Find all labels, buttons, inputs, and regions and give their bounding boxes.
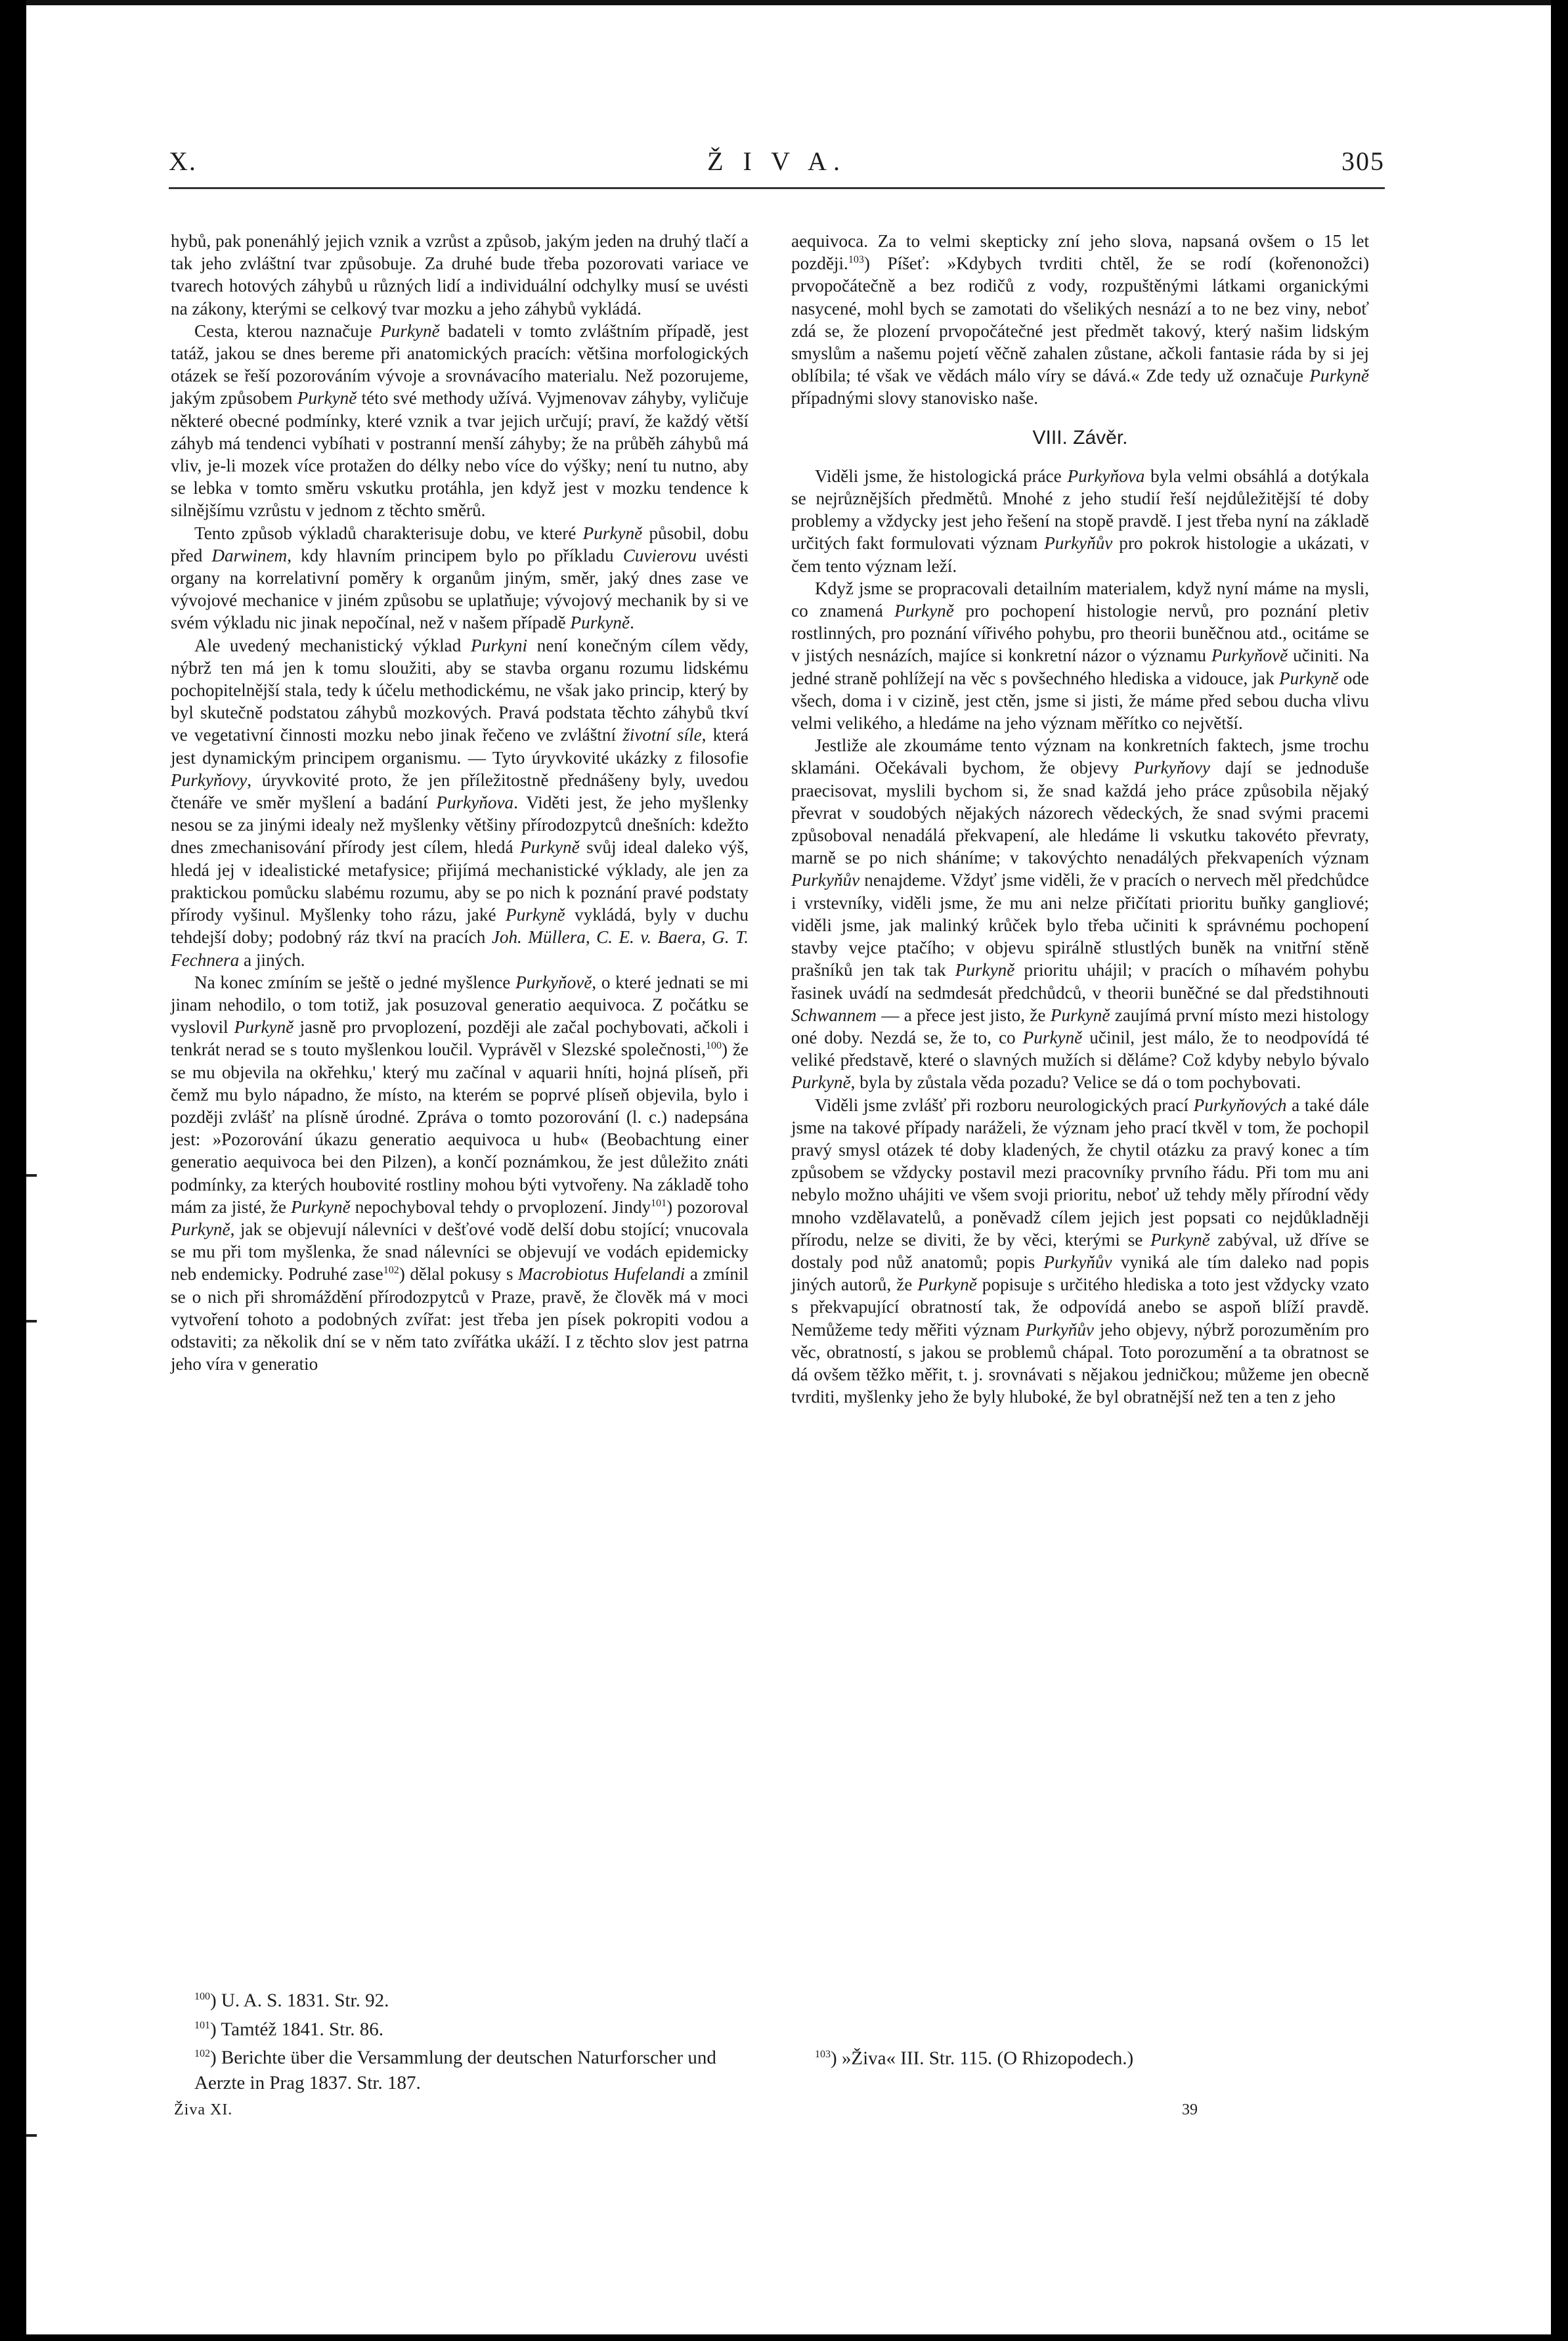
margin-mark xyxy=(26,2134,37,2137)
footnote: $^{101}$) Tamtéž 1841. Str. 86. xyxy=(194,2019,384,2040)
scan-bottom-edge xyxy=(0,2334,1568,2341)
scan-left-edge xyxy=(0,0,26,2341)
section-heading: VIII. Závěr. xyxy=(1032,426,1128,449)
paragraph: Ale uvedený mechanistický výklad Purkyni není konečným cílem vědy, nýbrž ten má jen k tomu sloužiti, aby se stavba organu rozumu lidskému pochopitelnější stala, tedy k účelu methodickému, ne však jako princip, který by byl skutečně podstatou záhybů mozkových. Pravá podstata těchto záhybů tkví ve vegetativní činnosti mozku nebo jinak řečeno ve zvláštní životní síle, která jest dynamickým principem organismu. — Tyto úryvkovité ukázky z filosofie Purkyňovy, úryvkovité proto, že jen příležitostně přednášeny byly, uvedou čtenáře ve směr myšlení a badání Purkyňova. Viděti jest, že jeho myšlenky nesou se za jinými idealy než myšlenky většiny přírodozpytců dnešních: kdežto dnes zmechanisování přírody jest cílem, hledá Purkyně svůj ideal daleko výš, hledá jej v idealistické metafysice; přijímá mechanistické výklady, ale jen za praktickou pomůcku slabému rozumu, aby se po nich k poznání pravé podstaty přírody vyšinul. Myšlenky toho rázu, jaké Purkyně vykládá, byly v duchu tehdejší doby; podobný ráz tkví na pracích Joh. Müllera, C. E. v. Baera, G. T. Fechnera a jiných. xyxy=(171,635,749,970)
signature-mark: Živa XI. xyxy=(174,2101,233,2118)
journal-page xyxy=(135,131,1385,2259)
paragraph: hybů, pak ponenáhlý jejich vznik a vzrůst a způsob, jakým jeden na druhý tlačí a tak jeho zvláštní tvar způsobuje. Za druhé bude třeba pozorovati variace ve tvarech hotových záhybů u různých lidí a individuální odchylky musí se uvésti na zákony, kterými se celkový tvar mozku a jeho záhybů vykládá. xyxy=(171,231,749,318)
paragraph: Na konec zmíním se ještě o jedné myšlence Purkyňově, o které jednati se mi jinam nehodilo, o tom totiž, jak posuzoval generatio aequivoca. Z počátku se vyslovil Purkyně jasně pro prvoplození, později ale začal pochybovati, ačkoli i tenkrát nerad se s touto myšlenkou loučil. Vyprávěl v Slezské společnosti,$^{100}$) že se mu objevila na okřehku,' který mu začínal v aquarii hníti, hojná plíseň, při čemž mu bylo nápadno, že místo, na kterém se poprvé plíseň objevila, bylo i později zvlášť na plísně úrodné. Zpráva o tomto pozorování (l. c.) nadepsána jest: »Pozorování úkazu generatio aequivoca u hub« (Beobachtung einer generatio aequivoca bei den Pilzen), a končí poznámkou, že jest důležito znáti podmínky, za kterých houbovité rostliny mohou býti vytvořeny. Na základě toho mám za jisté, že Purkyně nepochyboval tehdy o prvoplození. Jindy$^{101}$) pozoroval Purkyně, jak se objevují nálevníci v dešťové vodě delší dobu stojící; vnucovala se mu při tom myšlenka, že snad nálevníci se objevují ve vodách epidemicky neb endemicky. Podruhé zase$^{102}$) dělal pokusy s Macrobiotus Hufelandi a zmínil se o nich při shromáždění přírodozpytců v Praze, pravě, že člověk má v moci vytvoření tohoto a podobných zvířat: jest třeba jen písek pokropiti vodou a odstaviti; za několik dní se v něm tato zvířátka ukáží. I z těchto slov jest patrna jeho víra v generatio xyxy=(171,972,749,1374)
scan-top-edge xyxy=(0,0,1568,5)
page-number: 305 xyxy=(1341,146,1385,176)
paragraph: Jestliže ale zkoumáme tento význam na konkretních faktech, jsme trochu sklamáni. Očekávali bychom, že objevy Purkyňovy dají se jednoduše praecisovat, myslili bychom si, že snad každá jeho práce způsobila nějaký převrat v soudobých nějakých názorech vědeckých, že snad svými pracemi způsoboval nenadálá překvapení, ale hledáme li vskutku takovéto převraty, marně se po nich sháníme; v takovýchto nenadálých překvapeních význam Purkyňův nenajdeme. Vždyť jsme viděli, že v pracích o nervech měl předchůdce i vrstevníky, viděli jsme, že mu ani nelze přičítati prioritu buňky gangliové; viděli jsme, jak malinký krůček bylo třeba učiniti k správnému pochopení stavby vejce ptačího; v objevu spirálně stlustlých buněk na vnitřní stěně prašníků jen tak tak Purkyně prioritu uhájil; v pracích o míhavém pohybu řasinek uvádí na sedmdesát předchůdců, v theorii buněčné se dal předstihnouti Schwannem — a přece jest jisto, že Purkyně zaujímá první místo mezi histology oné doby. Nezdá se, že to, co Purkyně učinil, jest málo, že to neodpovídá té veliké představě, které o slavných mužích si děláme? Což kdyby nebylo bývalo Purkyně, byla by zůstala věda pozadu? Velice se dá o tom pochybovati. xyxy=(791,735,1369,1093)
paragraph: Cesta, kterou naznačuje Purkyně badateli v tomto zvláštním případě, jest tatáž, jakou se dnes bereme při anatomických pracích: většina morfologických otázek se řeší pozorováním vývoje a srovnávacího materialu. Než pozorujeme, jakým způsobem Purkyně této své methody užívá. Vyjmenovav záhyby, vyličuje některé obecné podmínky, které vznik a tvar jejich určují; praví, že každý větší záhyb má tendenci vybíhati v postranní menší záhyby; že na průběh záhybů má vliv, je-li mozek více protažen do délky nebo více do výšky; není tu nutno, aby se lebka v tomto směru vskutku protáhla, jen když jest v mozku tendence k silnějšímu vzrůstu v jednom z těchto směrů. xyxy=(171,320,749,521)
footnote: $^{102}$) Berichte über die Versammlung der deutschen Naturforscher und Aerzte in Prag 1837. Str. 187. xyxy=(194,2047,716,2093)
footnotes-right xyxy=(791,2042,1369,2071)
right-column xyxy=(791,230,1369,1408)
right-column-body xyxy=(791,465,1369,1409)
paragraph: Když jsme se propracovali detailním materialem, když nyní máme na mysli, co znamená Purkyně pro pochopení histologie nervů, pro poznání pletiv rostlinných, pro poznání vířivého pohybu, pro theorii buněčnou atd., ocitáme se v jistých nesnázích, majíce si konkretní názor o významu Purkyňově učiniti. Na jedné straně pohlížejí na věc s povšechného hlediska a vidouce, jak Purkyně ode všech, doma i v cizině, jest ctěn, jsme si jisti, že máme před sebou ducha vlivu velmi velikého, a hledáme na jeho význam měřítko co největší. xyxy=(791,578,1369,733)
journal-title: Ž I V A. xyxy=(707,146,846,176)
volume-mark: X. xyxy=(169,146,197,176)
footnotes-left xyxy=(171,1984,749,2095)
running-header xyxy=(169,146,1385,179)
footnote: $^{100}$) U. A. S. 1831. Str. 92. xyxy=(194,1990,389,2011)
footnote: $^{103}$) »Živa« III. Str. 115. (O Rhizopodech.) xyxy=(815,2047,1134,2069)
paragraph: Viděli jsme, že histologická práce Purkyňova byla velmi obsáhlá a dotýkala se nejrůznějších předmětů. Mnohé z jeho studií řeší nejdůležitější té doby problemy a vždycky jest jeho řešení na stopě pravdě. I jest třeba nyní na základě určitých fakt formulovati význam Purkyňův pro pokrok histologie a ukázati, v čem tento význam leží. xyxy=(791,466,1369,576)
paragraph: Viděli jsme zvlášť při rozboru neurologických prací Purkyňových a také dále jsme na takové případy naráželi, že význam jeho prací tkvěl v tom, že pochopil pravý smysl otázek té doby kladených, že chytil otázku za pravý konec a tím způsobem se vždycky postavil mezi pracovníky prvního řádu. Při tom mu ani nebylo možno uhájiti ve všem svoji prioritu, neboť už tehdy měly přírodní vědy mnoho vzdělavatelů, a poněvadž cílem jejich jest popsati co nejdůkladněji přírodu, nelze se diviti, že by věci, kterými se Purkyně zabýval, už dříve se dostaly pod nůž anatomů; popis Purkyňův vyniká ale tím daleko nad popis jiných autorů, že Purkyně popisuje s určitého hlediska a toto jest vždycky vzato s překvapující obratností tak, že odpovídá anebo se aspoň blíží pravdě. Nemůžeme tedy měřiti význam Purkyňův jeho objevy, nýbrž porozuměním pro věc, obratností, s jakou se problemů chápal. Toto porozumění a ta obratnost se dá ovšem těžko měřit, t. j. srovnávati s nějakou jedničkou; můžeme jen obecně tvrditi, myšlenky jeho že byly hluboké, že byl obratnější než ten a ten z jeho xyxy=(791,1095,1370,1407)
header-rule xyxy=(169,187,1385,189)
signature-number: 39 xyxy=(1182,2101,1198,2118)
left-column xyxy=(171,230,749,1375)
scan-right-edge xyxy=(1551,0,1568,2341)
margin-mark xyxy=(26,1320,37,1323)
paragraph: Tento způsob výkladů charakterisuje dobu, ve které Purkyně působil, dobu před Darwinem, kdy hlavním principem bylo po příkladu Cuvierovu uvésti organy na korrelativní poměry k organům jiným, směr, jaký dnes zase ve vývojové mechanice v jiném způsobu se uplatňuje; vývojový mechanik by si ve svém výkladu nic jinak nepočínal, než v našem případě Purkyně. xyxy=(171,523,749,633)
margin-mark xyxy=(26,1174,37,1177)
right-column-intro xyxy=(791,230,1369,410)
paragraph: aequivoca. Za to velmi skepticky zní jeho slova, napsaná ovšem o 15 let později.$^{103}$) Píšeť: »Kdybych tvrditi chtěl, že se rodí (kořenonožci) prvopočátečně a bez rodičů z vody, rozpuštěnými látkami organickými nasycené, mohl bych se zamotati do všelikých nesnází a to ne bez viny, neboť zdá se, že plození prvopočátečné jest předmět takový, který našim lidským smyslům a našemu pojetí věčně zahalen zůstane, ačkoli fantasie ráda by si jej oblíbila; té však ve vědách málo víry se dává.« Zde tedy už označuje Purkyně případnými slovy stanovisko naše. xyxy=(791,231,1369,408)
